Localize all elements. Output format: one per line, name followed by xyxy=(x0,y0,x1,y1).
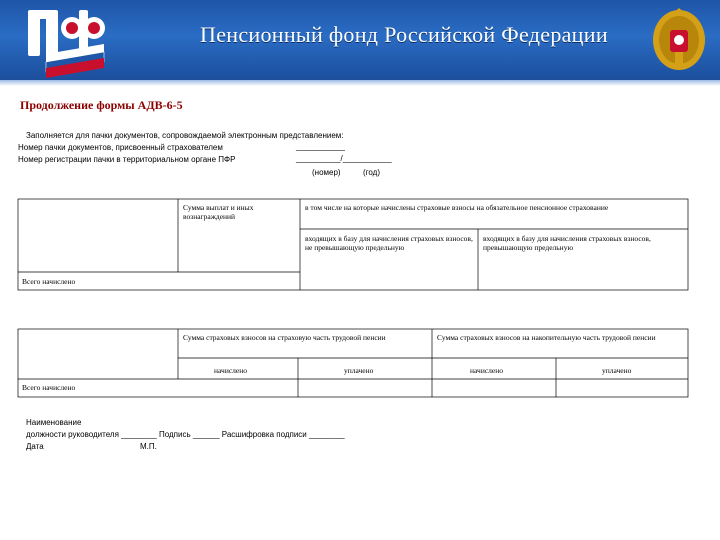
signature-seal-label: М.П. xyxy=(140,442,157,451)
t1-col-including: в том числе на которые начислены страховые взносы на обязательное пенсионное страхование xyxy=(305,203,609,212)
t2-insurance-paid: уплачено xyxy=(344,366,374,375)
pack-number-label: Номер пачки документов, присвоенный страхователем xyxy=(18,143,223,152)
t1-col-sum: Сумма выплат и иных вознаграждений xyxy=(183,203,254,221)
pack-number-value: ___________ xyxy=(296,142,345,151)
form-title: Продолжение формы АДВ-6-5 xyxy=(20,98,183,112)
year-hint: (год) xyxy=(363,168,381,177)
pfr-logo-icon xyxy=(18,4,114,78)
signature-title-line: Наименование xyxy=(26,418,82,427)
signature-date-label: Дата xyxy=(26,442,44,451)
t2-savings-paid: уплачено xyxy=(602,366,632,375)
signature-position-line: должности руководителя ________ Подпись ______ Расшифровка подписи ________ xyxy=(26,430,345,439)
t2-col-insurance: Сумма страховых взносов на страховую часть трудовой пенсии xyxy=(183,333,386,342)
t2-col-savings: Сумма страховых взносов на накопительную часть трудовой пенсии xyxy=(437,333,656,342)
t2-total-label: Всего начислено xyxy=(22,383,76,392)
t1-col-above-limit: входящих в базу для начисления страховых взносов, превышающую предельную xyxy=(483,234,651,252)
t1-col-below-limit: входящих в базу для начисления страховых взносов, не превышающую предельную xyxy=(305,234,473,252)
t1-total-label: Всего начислено xyxy=(22,277,76,286)
intro-line: Заполняется для пачки документов, сопровождаемой электронным представлением: xyxy=(26,131,344,140)
reg-number-label: Номер регистрации пачки в территориальном органе ПФР xyxy=(18,155,236,164)
t2-insurance-accrued: начислено xyxy=(214,366,247,375)
header-separator xyxy=(0,80,720,86)
coat-of-arms-icon xyxy=(648,4,710,76)
header-title: Пенсионный фонд Российской Федерации xyxy=(200,22,608,47)
reg-number-value: __________/___________ xyxy=(296,154,392,163)
number-hint: (номер) xyxy=(312,168,341,177)
t2-savings-accrued: начислено xyxy=(470,366,503,375)
